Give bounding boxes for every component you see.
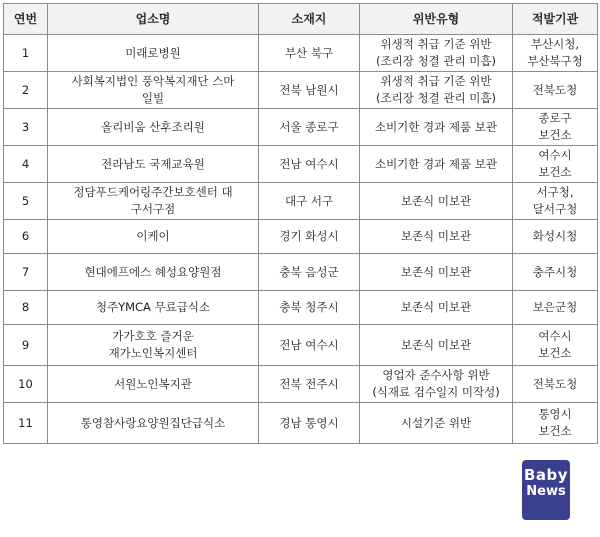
cell-no: 4 [4, 146, 48, 183]
logo-line1: Baby [523, 466, 569, 484]
cell-agency [513, 183, 598, 220]
violations-table [3, 3, 598, 444]
cell-name-line: 미래로병원 [125, 45, 181, 60]
cell-agency-line: 전북도청 [532, 376, 578, 391]
cell-agency [513, 72, 598, 109]
cell-violation-line: 시설기준 위반 [400, 415, 472, 430]
cell-agency [513, 220, 598, 254]
cell-violation-line: 보존식 미보관 [400, 193, 472, 208]
cell-no: 1 [4, 35, 48, 72]
table-row [4, 220, 598, 254]
table-row [4, 109, 598, 146]
cell-location: 전북 전주시 [259, 366, 360, 403]
table-row [4, 146, 598, 183]
cell-violation [360, 291, 513, 325]
cell-agency-line: 화성시청 [532, 229, 578, 243]
cell-violation-line: 위생적 취급 기준 위반 [380, 37, 492, 51]
header-name: 업소명 [48, 4, 259, 35]
cell-no: 11 [4, 403, 48, 444]
cell-name-line: 정담푸드케어링주간보호센터 대 [73, 185, 233, 199]
cell-agency [513, 109, 598, 146]
cell-name-line: 구서구점 [130, 202, 176, 216]
table-row [4, 325, 598, 366]
cell-name-line: 사회복지법인 풍악복지재단 스마 [71, 74, 235, 88]
table-row [4, 291, 598, 325]
cell-agency-line: 부산북구청 [527, 54, 583, 68]
cell-violation-line: (조리장 청결 관리 미흡) [376, 91, 496, 105]
cell-name-line: 가가호호 즐거운 [112, 329, 194, 343]
table-row [4, 72, 598, 109]
cell-agency [513, 254, 598, 291]
cell-violation [360, 254, 513, 291]
cell-name-line: 통영참사랑요양원집단급식소 [80, 415, 226, 430]
header-violation: 위반유형 [360, 4, 513, 35]
cell-name [48, 146, 259, 183]
cell-name-line: 올리비움 산후조리원 [101, 119, 205, 134]
cell-no: 3 [4, 109, 48, 146]
babynews-logo [522, 460, 570, 520]
cell-name-line: 청주YMCA 무료급식소 [95, 300, 211, 314]
cell-agency [513, 146, 598, 183]
cell-violation [360, 403, 513, 444]
cell-violation-line: 영업자 준수사항 위반 [382, 368, 490, 382]
cell-agency-line: 전북도청 [532, 82, 578, 97]
cell-violation-line: (식재료 검수일지 미작성) [372, 385, 500, 399]
cell-agency-line: 보건소 [538, 346, 572, 360]
cell-agency-line: 보건소 [538, 165, 572, 179]
cell-no: 6 [4, 220, 48, 254]
table-row [4, 35, 598, 72]
cell-location: 전남 여수시 [259, 146, 360, 183]
cell-agency-line: 달서구청 [532, 202, 578, 216]
cell-name-line: 일빌 [141, 91, 165, 105]
cell-agency-line: 종로구 [538, 111, 572, 125]
header-row [4, 4, 598, 35]
cell-agency-line: 여수시 [538, 329, 572, 343]
cell-agency-line: 충주시청 [532, 264, 578, 279]
cell-agency [513, 325, 598, 366]
table-row [4, 254, 598, 291]
cell-location: 전남 여수시 [259, 325, 360, 366]
cell-violation-line: 위생적 취급 기준 위반 [380, 74, 492, 88]
cell-name-line: 재가노인복지센터 [108, 346, 198, 360]
cell-agency-line: 통영시 [538, 407, 572, 421]
cell-name [48, 220, 259, 254]
table-row [4, 403, 598, 444]
cell-name [48, 403, 259, 444]
cell-name-line: 이케이 [136, 229, 170, 243]
cell-location: 충북 청주시 [259, 291, 360, 325]
cell-name-line: 서원노인복지관 [114, 376, 192, 391]
cell-violation [360, 72, 513, 109]
cell-violation [360, 325, 513, 366]
cell-location: 부산 북구 [259, 35, 360, 72]
cell-no: 8 [4, 291, 48, 325]
cell-agency-line: 여수시 [538, 148, 572, 162]
cell-name [48, 72, 259, 109]
cell-location: 전북 남원시 [259, 72, 360, 109]
cell-violation-line: 소비기한 경과 제품 보관 [374, 119, 498, 134]
cell-agency [513, 291, 598, 325]
logo-line2: News [526, 484, 566, 499]
cell-name [48, 35, 259, 72]
cell-no: 2 [4, 72, 48, 109]
cell-agency [513, 403, 598, 444]
cell-violation [360, 146, 513, 183]
cell-name [48, 325, 259, 366]
cell-location: 경기 화성시 [259, 220, 360, 254]
cell-violation [360, 183, 513, 220]
cell-agency-line: 보은군청 [532, 300, 578, 314]
cell-location: 경남 통영시 [259, 403, 360, 444]
table-row [4, 183, 598, 220]
cell-violation-line: 소비기한 경과 제품 보관 [374, 156, 498, 171]
cell-violation-line: 보존식 미보관 [400, 264, 472, 279]
header-location: 소재지 [259, 4, 360, 35]
cell-name-line: 현대에프에스 혜성요양원점 [84, 264, 222, 279]
cell-name [48, 254, 259, 291]
cell-violation [360, 220, 513, 254]
cell-name [48, 366, 259, 403]
cell-name-line: 전라남도 국제교육원 [101, 156, 205, 171]
cell-location: 충북 음성군 [259, 254, 360, 291]
cell-location: 대구 서구 [259, 183, 360, 220]
cell-name [48, 109, 259, 146]
cell-violation [360, 109, 513, 146]
cell-agency-line: 부산시청, [530, 37, 580, 51]
table-row [4, 366, 598, 403]
cell-violation-line: 보존식 미보관 [400, 337, 472, 352]
cell-agency [513, 366, 598, 403]
header-no: 연번 [4, 4, 48, 35]
cell-no: 7 [4, 254, 48, 291]
cell-name [48, 183, 259, 220]
cell-violation-line: 보존식 미보관 [400, 300, 472, 314]
cell-violation [360, 35, 513, 72]
cell-violation-line: (조리장 청결 관리 미흡) [376, 54, 496, 68]
cell-agency-line: 보건소 [538, 424, 572, 438]
cell-no: 10 [4, 366, 48, 403]
cell-agency-line: 서구청, [536, 185, 574, 199]
cell-no: 5 [4, 183, 48, 220]
cell-no: 9 [4, 325, 48, 366]
cell-violation [360, 366, 513, 403]
cell-location: 서울 종로구 [259, 109, 360, 146]
cell-agency [513, 35, 598, 72]
cell-violation-line: 보존식 미보관 [400, 229, 472, 243]
cell-agency-line: 보건소 [538, 128, 572, 142]
header-agency: 적발기관 [513, 4, 598, 35]
cell-name [48, 291, 259, 325]
